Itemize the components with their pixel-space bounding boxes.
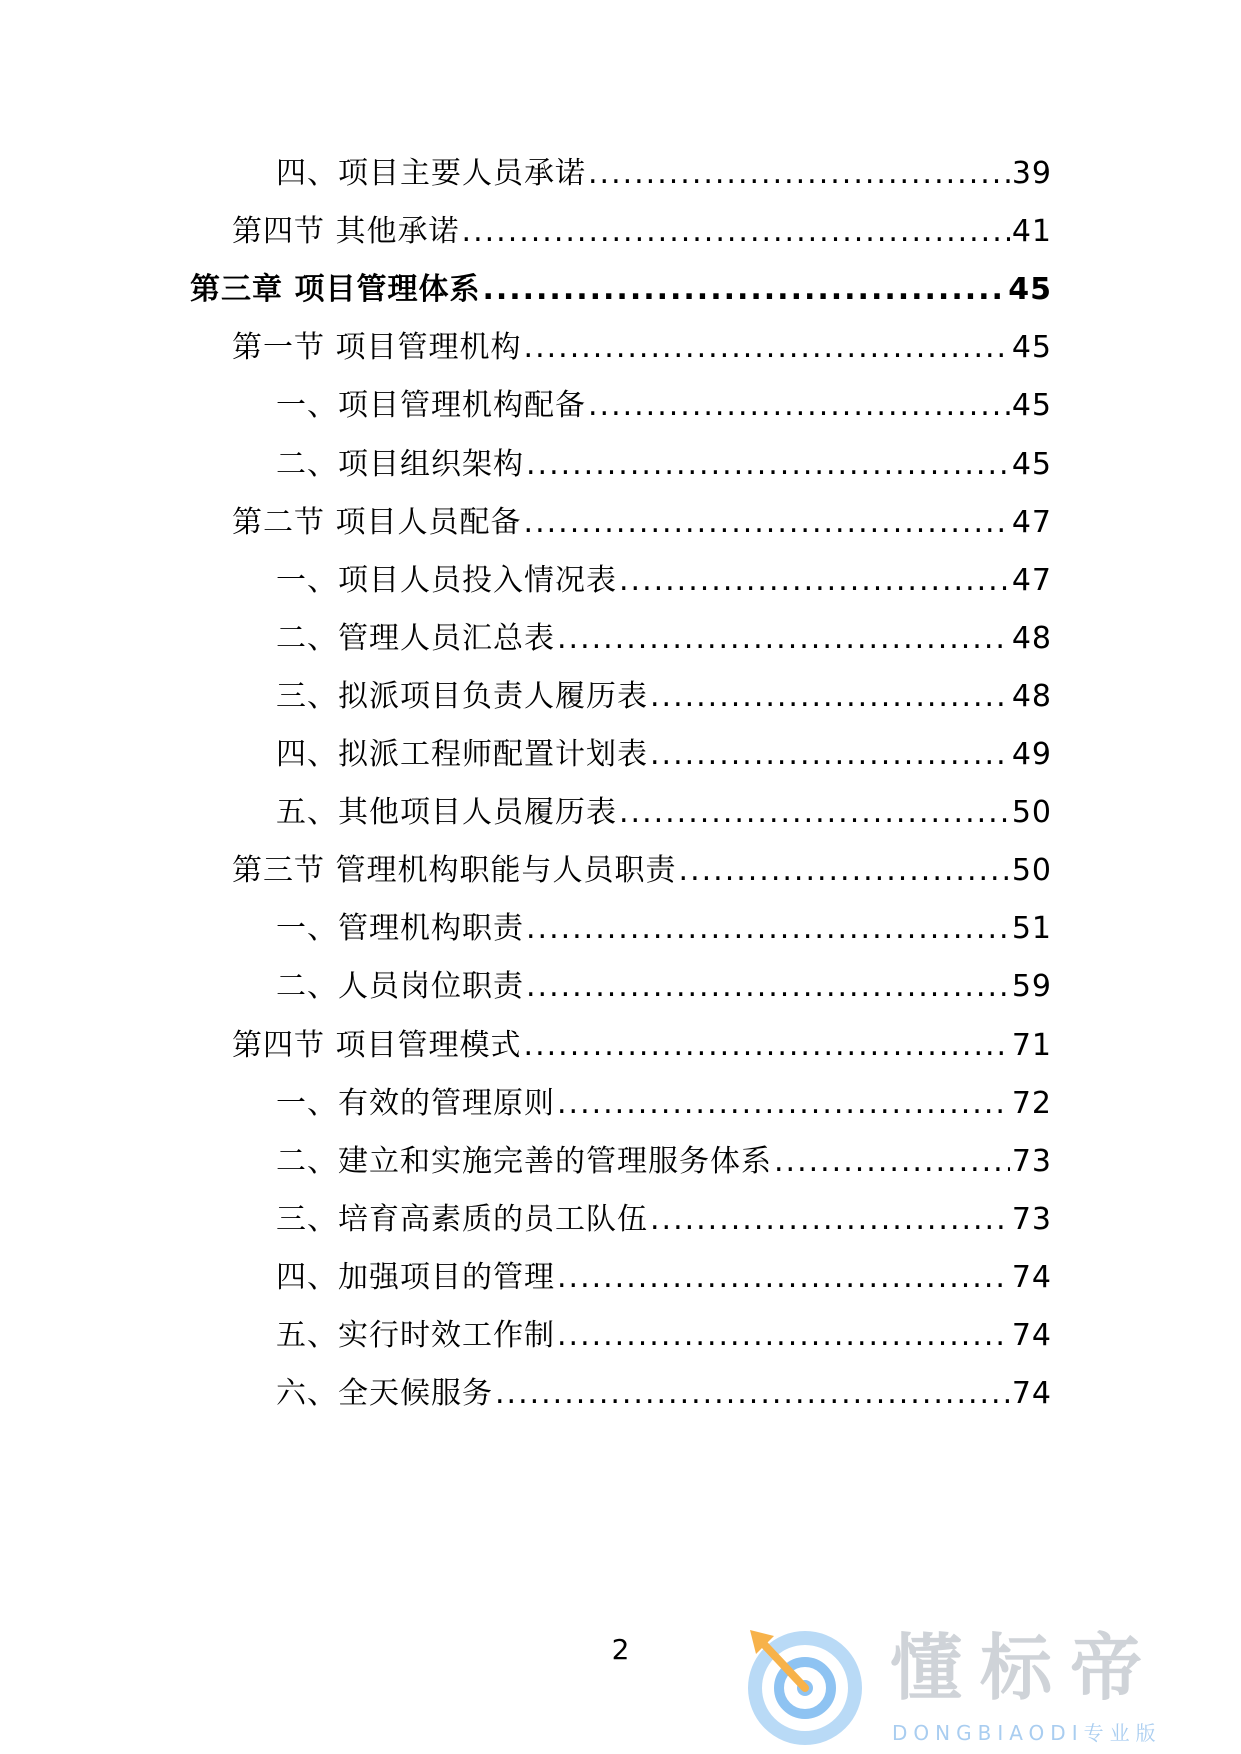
toc-dot-leader (495, 1372, 1010, 1416)
toc-entry[interactable] (276, 1198, 1052, 1242)
toc-entry[interactable] (276, 152, 1052, 196)
toc-entry-page: 74 (1011, 1260, 1052, 1295)
toc-entry-title: 三、拟派项目负责人履历表 (276, 679, 648, 714)
toc-entry-page: 48 (1011, 679, 1052, 714)
toc-entry-title: 五、其他项目人员履历表 (276, 795, 617, 830)
toc-entry[interactable] (276, 791, 1052, 835)
toc-entry[interactable] (232, 210, 1052, 254)
toc-dot-leader (650, 1198, 1010, 1242)
toc-entry-title: 三、培育高素质的员工队伍 (276, 1202, 648, 1237)
toc-entry[interactable] (190, 268, 1052, 312)
toc-entry-page: 41 (1011, 214, 1052, 249)
toc-dot-leader (482, 268, 1006, 312)
toc-dot-leader (557, 1082, 1010, 1126)
toc-dot-leader (679, 849, 1010, 893)
toc-dot-leader (650, 733, 1010, 777)
toc-entry[interactable] (276, 617, 1052, 661)
toc-entry-title: 二、项目组织架构 (276, 447, 524, 482)
toc-entry-page: 49 (1011, 737, 1052, 772)
toc-entry[interactable] (232, 849, 1052, 893)
toc-entry[interactable] (276, 1082, 1052, 1126)
toc-dot-leader (526, 443, 1010, 487)
toc-entry-title: 一、项目人员投入情况表 (276, 563, 617, 598)
toc-entry-title: 一、管理机构职责 (276, 911, 524, 946)
toc-entry[interactable] (276, 443, 1052, 487)
toc-entry-title: 一、项目管理机构配备 (276, 388, 586, 423)
toc-dot-leader (557, 1256, 1010, 1300)
toc-entry-title: 二、人员岗位职责 (276, 969, 524, 1004)
toc-entry-page: 72 (1011, 1086, 1052, 1121)
watermark-brand: 懂标帝 (890, 1626, 1161, 1710)
toc-entry-page: 39 (1011, 156, 1052, 191)
toc-entry-title: 五、实行时效工作制 (276, 1318, 555, 1353)
toc-entry-page: 71 (1011, 1028, 1052, 1063)
toc-dot-leader (524, 1024, 1010, 1068)
toc-entry-title: 第四节 其他承诺 (232, 214, 460, 249)
toc-dot-leader (526, 907, 1010, 951)
toc-entry-title: 一、有效的管理原则 (276, 1086, 555, 1121)
watermark (740, 1620, 1220, 1750)
toc-dot-leader (524, 501, 1010, 545)
toc-entry-page: 47 (1011, 505, 1052, 540)
toc-dot-leader (462, 210, 1010, 254)
toc-entry-page: 73 (1011, 1144, 1052, 1179)
toc-dot-leader (526, 965, 1010, 1009)
toc-entry-page: 48 (1011, 621, 1052, 656)
toc-entry-page: 45 (1008, 272, 1052, 307)
toc-entry[interactable] (232, 326, 1052, 370)
toc-dot-leader (650, 675, 1010, 719)
toc-entry-title: 四、加强项目的管理 (276, 1260, 555, 1295)
toc-entry[interactable] (276, 559, 1052, 603)
toc-entry-page: 47 (1011, 563, 1052, 598)
toc-entry[interactable] (276, 675, 1052, 719)
toc-entry-title: 四、拟派工程师配置计划表 (276, 737, 648, 772)
toc-entry[interactable] (276, 733, 1052, 777)
target-arrow-logo-icon (740, 1620, 870, 1750)
toc-entry[interactable] (276, 1372, 1052, 1416)
toc-dot-leader (619, 559, 1010, 603)
toc-entry-page: 45 (1011, 330, 1052, 365)
toc-entry-page: 50 (1011, 795, 1052, 830)
toc-entry-page: 45 (1011, 447, 1052, 482)
toc-entry[interactable] (232, 1024, 1052, 1068)
toc-entry[interactable] (276, 907, 1052, 951)
toc-entry-title: 第三节 管理机构职能与人员职责 (232, 853, 677, 888)
toc-entry-page: 51 (1011, 911, 1052, 946)
toc-dot-leader (557, 1314, 1010, 1358)
toc-dot-leader (619, 791, 1010, 835)
toc-entry-title: 二、建立和实施完善的管理服务体系 (276, 1144, 772, 1179)
toc-entry-title: 第二节 项目人员配备 (232, 505, 522, 540)
toc-entry-page: 73 (1011, 1202, 1052, 1237)
toc-dot-leader (588, 152, 1010, 196)
toc-entry-title: 六、全天候服务 (276, 1376, 493, 1411)
toc-dot-leader (524, 326, 1010, 370)
page-number: 2 (611, 1633, 630, 1666)
toc-entry-page: 74 (1011, 1318, 1052, 1353)
toc-entry-page: 50 (1011, 853, 1052, 888)
toc-entry[interactable] (232, 501, 1052, 545)
toc-entry-title: 第一节 项目管理机构 (232, 330, 522, 365)
toc-entry[interactable] (276, 1256, 1052, 1300)
toc-entry-page: 45 (1011, 388, 1052, 423)
toc-dot-leader (774, 1140, 1010, 1184)
toc-dot-leader (557, 617, 1010, 661)
toc-entry[interactable] (276, 384, 1052, 428)
watermark-subtitle: DONGBIAODI专业版 (892, 1721, 1162, 1745)
toc-entry[interactable] (276, 1314, 1052, 1358)
toc-entry-title: 第三章 项目管理体系 (190, 272, 481, 307)
toc-entry-title: 第四节 项目管理模式 (232, 1028, 522, 1063)
toc-dot-leader (588, 384, 1010, 428)
toc-entry-page: 74 (1011, 1376, 1052, 1411)
toc-entry-page: 59 (1011, 969, 1052, 1004)
toc-entry-title: 二、管理人员汇总表 (276, 621, 555, 656)
toc-entry[interactable] (276, 965, 1052, 1009)
toc-entry-title: 四、项目主要人员承诺 (276, 156, 586, 191)
toc-entry[interactable] (276, 1140, 1052, 1184)
